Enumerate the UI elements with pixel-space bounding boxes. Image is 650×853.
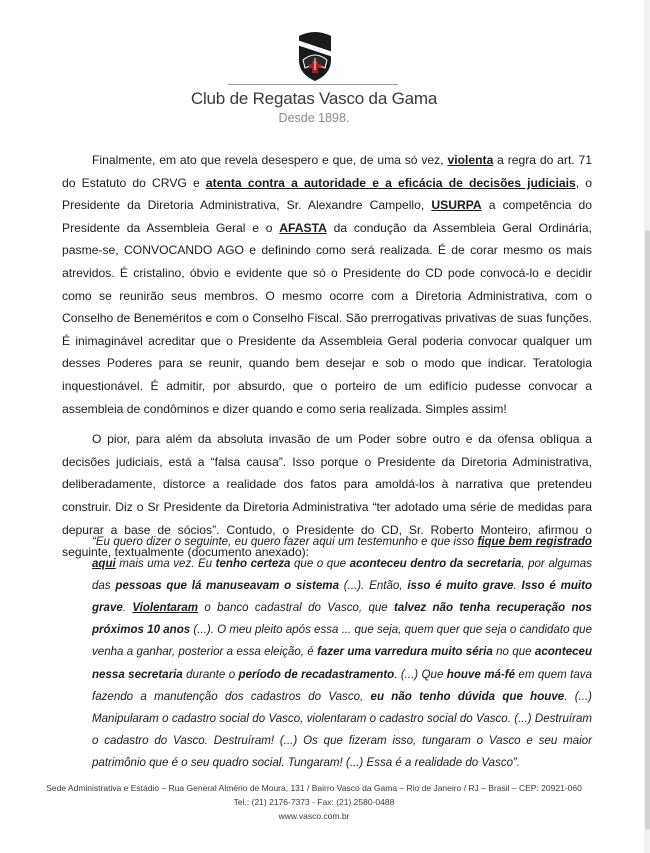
quote-emphasis: fique bem registrado aqui — [92, 536, 592, 571]
emphasis-violenta: violenta — [447, 153, 494, 167]
text-run: . (...) Que — [394, 668, 447, 681]
footer-address: Sede Administrativa e Estádio – Rua General Almério de Moura, 131 / Bairro Vasco da Gama – Rio de Janeiro / RJ – Brasil – CEP: 20921-060 — [46, 783, 582, 793]
text-run: a competência do Presidente da Assembleia Geral e o — [62, 198, 592, 235]
text-run: da condução da Assembleia Geral Ordinária, pasme-se, CONVOCANDO AGO e definindo como será realizada. É de corar mesmo os mais atrevidos. É cristalino, óbvio e evidente que só o Presidente do CD pode convocá-lo e decidir como se reunirão seus membros. O mesmo ocorre com a Diretoria Administrativa, com o Conselho de Beneméritos e com o Conselho Fiscal. São prerrogativas privativas de suas funções. É inimaginável acreditar que o Presidente da Assembleia Geral poderia convocar qualquer um desses Poderes para se reunir, quando bem desejar e sob o modo que indicar. Teratologia inquestionável. É admitir, por absurdo, que o porteiro de um edifício pudesse convocar a assembleia de condôminos e dizer quando e como seria realizada. Simples assim! — [62, 220, 592, 416]
emphasis-atenta: atenta contra a autoridade e a eficácia de decisões judiciais — [205, 175, 576, 190]
header-divider — [228, 84, 398, 85]
quote-emphasis: fazer uma varredura muito séria — [317, 646, 493, 659]
club-founded-text: Desde 1898. — [278, 111, 350, 125]
block-quote — [92, 531, 592, 774]
footer-website: www.vasco.com.br — [278, 811, 350, 821]
text-run: . — [513, 580, 522, 593]
quote-emphasis: período de recadastramento — [238, 668, 395, 681]
quote-emphasis: isso é muito grave — [407, 580, 514, 593]
text-run: a regra do art. 71 do Estatuto do CRVG e — [62, 153, 592, 190]
quote-emphasis: houve má-fé — [446, 668, 516, 681]
quote-emphasis: eu não tenho dúvida que houve — [370, 690, 565, 703]
emphasis-usurpa: USURPA — [431, 198, 482, 213]
text-run: em quem tava fazendo a manutenção dos cadastros do Vasco, — [92, 668, 592, 703]
text-run: (...). O meu pleito após essa ... que seja, quem quer que seja o candidato que venha a ganhar, posterior a essa eleição, é — [92, 624, 593, 659]
text-run: , o Presidente da Diretoria Administrativa, Sr. Alexandre Campello, — [62, 175, 592, 213]
text-run: o banco cadastral do Vasco, que — [198, 602, 395, 615]
text-run: , por algumas das — [92, 558, 592, 593]
text-run: (...). Então, — [339, 580, 408, 593]
footer-phone: Tel.: (21) 2176-7373 - Fax: (21) 2580-0488 — [233, 797, 395, 807]
quote-text — [92, 531, 592, 774]
quote-emphasis: aconteceu nessa secretaria — [92, 646, 593, 681]
paragraph-2: O pior, para além da absoluta invasão de um Poder sobre outro e da ofensa oblíqua a decisões judiciais, está a “falsa causa”. Isso porque o Presidente da Diretoria Administrativa, deliberadamente, distorce a realidade dos fatos para amoldá-los à narrativa que pretendeu construir. Diz o Sr Presidente da Diretoria Administrativa “ter adotado uma série de medidas para depurar a base de sócios”. Contudo, o Presidente do CD, Sr. Roberto Monteiro, afirmou o seguinte, textualmente (documento anexado): — [62, 432, 592, 560]
text-run: . — [122, 602, 133, 615]
paragraph-1 — [62, 149, 592, 420]
page-footer — [0, 781, 628, 823]
scrollbar[interactable] — [644, 0, 650, 853]
text-run: durante o — [182, 668, 239, 681]
quote-emphasis: aconteceu dentro da secretaria — [349, 558, 522, 571]
text-run: “Eu quero dizer o seguinte, eu quero fazer aqui um testemunho e que isso — [92, 536, 478, 548]
text-run: mais uma vez. Eu — [115, 558, 216, 571]
quote-emphasis: Isso é muito grave — [92, 580, 593, 615]
vasco-crest-icon — [295, 30, 335, 82]
emphasis-afasta: AFASTA — [279, 220, 327, 235]
quote-emphasis: pessoas que lá manuseavam o sistema — [115, 580, 340, 593]
quote-emphasis: Violentaram — [132, 602, 199, 615]
text-run: Finalmente, em ato que revela desespero e que, de uma só vez, — [92, 153, 448, 167]
scrollbar-thumb[interactable] — [645, 230, 650, 830]
club-name: Club de Regatas Vasco da Gama — [190, 89, 438, 108]
text-run: no que — [492, 646, 535, 659]
quote-emphasis: tenho certeza — [215, 558, 291, 571]
document-body — [62, 149, 592, 572]
quote-emphasis: talvez não tenha recuperação nos próximos 10 anos — [92, 602, 592, 637]
text-run: que o que — [290, 558, 350, 571]
text-run: . (...) Manipularam o cadastro social do Vasco, violentaram o cadastro social do Vasco. (...) Destruíram o cadastro do Vasco. Destruíram! (...) Os que fizeram isso, tungaram o Vasco e seu maior patrimônio que é o seu quadro social. Tungaram! (...) Essa é a realidade do Vasco”. — [92, 690, 593, 769]
